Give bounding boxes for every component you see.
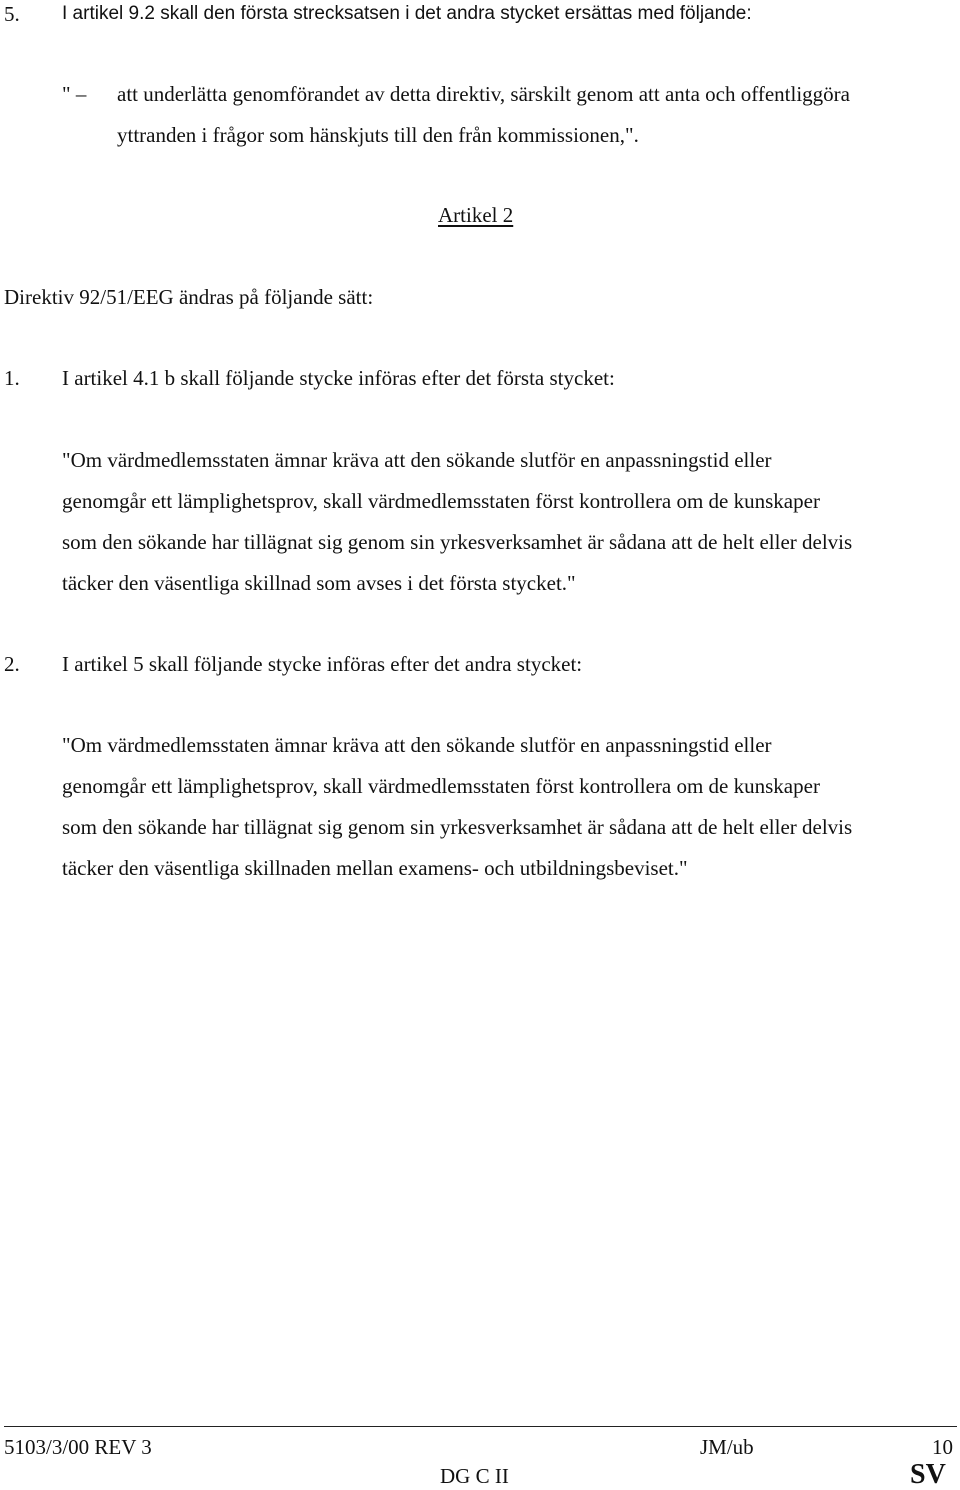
footer-initials: JM/ub [700,1435,754,1459]
article-title: Artikel 2 [438,203,514,227]
quote-line-1: att underlätta genomförandet av detta direktiv, särskilt genom att anta och offentliggöra [117,82,851,106]
point-1-line: täcker den väsentliga skillnad som avses i det första stycket." [62,571,576,595]
point-1-line: genomgår ett lämplighetsprov, skall värdmedlemsstaten först kontrollera om de kunskaper [62,489,820,513]
footer-divider [4,1426,957,1427]
point-2-line: som den sökande har tillägnat sig genom sin yrkesverksamhet är sådana att de helt eller delvis [62,815,853,839]
point-2-number: 2. [4,652,20,676]
point-1-line: som den sökande har tillägnat sig genom sin yrkesverksamhet är sådana att de helt eller delvis [62,530,853,554]
footer-doc-ref: 5103/3/00 REV 3 [4,1435,152,1459]
footer-language: SV [910,1459,946,1490]
section-heading: I artikel 9.2 skall den första strecksatsen i det andra stycket ersättas med följande: [62,3,752,24]
point-2-line: genomgår ett lämplighetsprov, skall värdmedlemsstaten först kontrollera om de kunskaper [62,774,820,798]
quote-line-2: yttranden i frågor som hänskjuts till den från kommissionen,". [117,123,639,147]
article-intro: Direktiv 92/51/EEG ändras på följande sätt: [4,285,374,309]
point-1-heading: I artikel 4.1 b skall följande stycke införas efter det första stycket: [62,366,615,390]
point-2-line: täcker den väsentliga skillnaden mellan examens- och utbildningsbeviset." [62,856,688,880]
point-1-number: 1. [4,366,20,390]
footer-dg: DG C II [440,1464,509,1488]
footer-page-number: 10 [932,1435,953,1459]
point-1-line: "Om värdmedlemsstaten ämnar kräva att den sökande slutför en anpassningstid eller [62,448,772,472]
section-number: 5. [4,2,20,26]
point-2-heading: I artikel 5 skall följande stycke införas efter det andra stycket: [62,652,583,676]
point-2-line: "Om värdmedlemsstaten ämnar kräva att den sökande slutför en anpassningstid eller [62,733,772,757]
dash-marker: " – [62,82,87,106]
